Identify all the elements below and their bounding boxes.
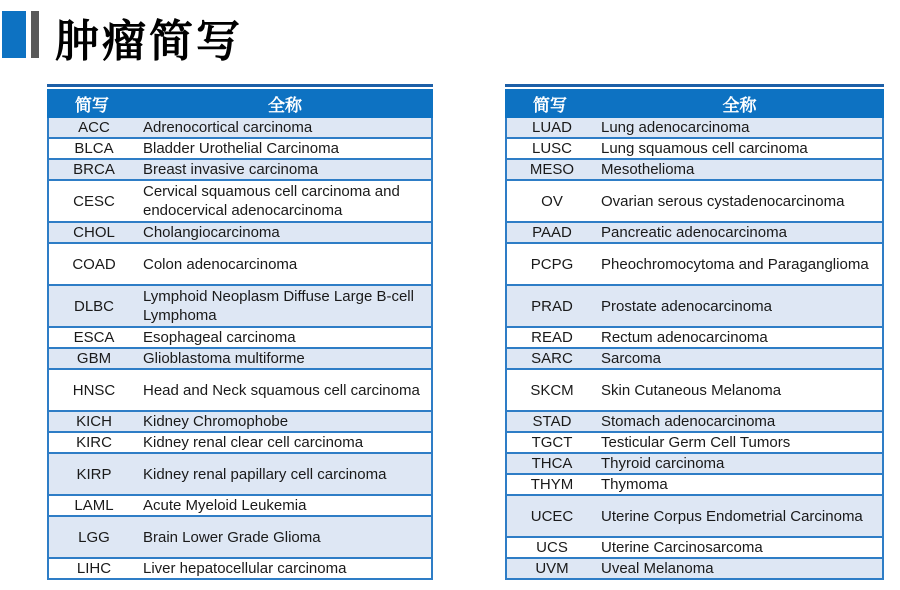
full-name-cell: Acute Myeloid Leukemia [143, 497, 307, 514]
full-name-cell: Adrenocortical carcinoma [143, 119, 313, 136]
full-name-cell: Brain Lower Grade Glioma [143, 528, 321, 546]
abbr-cell: LAML [74, 497, 114, 514]
tumor-abbreviation-table-left [47, 84, 433, 580]
abbr-cell: READ [531, 329, 573, 346]
full-name-cell: Stomach adenocarcinoma [601, 413, 776, 430]
table-row [49, 118, 431, 137]
abbr-cell: ACC [78, 119, 110, 136]
table-row [507, 326, 882, 347]
abbr-cell: COAD [72, 255, 116, 273]
table-row [49, 284, 431, 326]
abbr-cell: TGCT [531, 434, 573, 451]
abbr-cell: BLCA [74, 140, 114, 157]
abbr-cell: CESC [73, 192, 115, 210]
table-top-accent-line [505, 84, 884, 87]
table-row [49, 557, 431, 578]
full-name-cell: Glioblastoma multiforme [143, 350, 305, 367]
full-name-cell: Lung squamous cell carcinoma [601, 140, 808, 157]
table-row [507, 557, 882, 578]
header-fullname: 全称 [722, 96, 757, 115]
table-row [507, 158, 882, 179]
full-name-cell: Testicular Germ Cell Tumors [601, 434, 791, 451]
table-row [507, 473, 882, 494]
full-name-cell: Uterine Corpus Endometrial Carcinoma [601, 507, 863, 525]
full-name-cell: Kidney renal papillary cell carcinoma [143, 465, 387, 483]
table-row [49, 158, 431, 179]
table-row [49, 452, 431, 494]
abbr-cell: HNSC [72, 381, 116, 399]
abbr-cell: OV [541, 192, 563, 210]
table-row [507, 431, 882, 452]
abbr-cell: LUSC [531, 140, 572, 157]
full-name-cell: Sarcoma [601, 350, 662, 367]
full-name-cell: Colon adenocarcinoma [143, 255, 298, 273]
table-row [507, 179, 882, 221]
full-name-cell: Esophageal carcinoma [143, 329, 296, 346]
full-name-cell: Mesothelioma [601, 161, 695, 178]
abbr-cell: DLBC [73, 297, 114, 315]
abbr-cell: THCA [531, 455, 573, 472]
full-name-cell: Pheochromocytoma and Paraganglioma [601, 255, 869, 273]
table-row [507, 242, 882, 284]
header-fullname: 全称 [268, 96, 302, 115]
title-accent-square [2, 11, 26, 58]
table-row [507, 347, 882, 368]
abbr-cell: KICH [76, 413, 112, 430]
abbr-cell: KIRC [76, 434, 112, 451]
abbr-cell: BRCA [73, 161, 115, 178]
table-row [507, 284, 882, 326]
full-name-cell: Liver hepatocellular carcinoma [143, 560, 347, 577]
abbr-cell: LUAD [531, 119, 572, 136]
full-name-cell: Prostate adenocarcinoma [601, 297, 772, 315]
page-title: 肿瘤简写 [55, 17, 243, 66]
abbr-cell: CHOL [73, 224, 115, 241]
abbr-cell: PAAD [532, 224, 572, 241]
full-name-cell: Bladder Urothelial Carcinoma [143, 140, 339, 157]
full-name-cell: Uveal Melanoma [601, 560, 714, 577]
abbr-cell: UVM [535, 560, 569, 577]
table-header-row [505, 89, 884, 118]
full-name-cell: Rectum adenocarcinoma [601, 329, 768, 346]
table-row [49, 326, 431, 347]
table-row [49, 137, 431, 158]
full-name-cell: Head and Neck squamous cell carcinoma [143, 381, 420, 399]
table-body [505, 118, 884, 580]
abbr-cell: LGG [78, 528, 110, 546]
table-header-row [47, 89, 433, 118]
table-row [49, 515, 431, 557]
full-name-cell: Thymoma [601, 476, 668, 493]
full-name-cell: Skin Cutaneous Melanoma [601, 381, 782, 399]
full-name-cell: Cholangiocarcinoma [143, 224, 280, 241]
header-abbr: 简写 [75, 96, 109, 115]
full-name-cell: Ovarian serous cystadenocarcinoma [601, 192, 845, 210]
tumor-abbreviation-table-right [505, 84, 884, 580]
abbr-cell: SARC [531, 350, 573, 367]
table-row [49, 368, 431, 410]
abbr-cell: KIRP [76, 465, 112, 483]
abbr-cell: LIHC [76, 560, 112, 577]
abbr-cell: MESO [529, 161, 575, 178]
title-accent-bar [31, 11, 39, 58]
header-abbr: 简写 [533, 96, 567, 115]
abbr-cell: STAD [532, 413, 572, 430]
table-row [507, 137, 882, 158]
full-name-cell: Kidney renal clear cell carcinoma [143, 434, 364, 451]
abbr-cell: UCEC [530, 507, 574, 525]
table-top-accent-line [47, 84, 433, 87]
table-row [507, 536, 882, 557]
abbr-cell: SKCM [530, 381, 574, 399]
table-row [507, 494, 882, 536]
table-row [49, 347, 431, 368]
full-name-cell: Pancreatic adenocarcinoma [601, 224, 787, 241]
table-row [507, 410, 882, 431]
table-row [49, 494, 431, 515]
abbr-cell: THYM [530, 476, 574, 493]
full-name-cell: Cervical squamous cell carcinoma and endocervical adenocarcinoma [143, 183, 400, 219]
full-name-cell: Uterine Carcinosarcoma [601, 539, 763, 556]
table-row [49, 179, 431, 221]
table-row [507, 368, 882, 410]
full-name-cell: Lung adenocarcinoma [601, 119, 750, 136]
abbr-cell: PRAD [531, 297, 573, 315]
full-name-cell: Breast invasive carcinoma [143, 161, 319, 178]
table-body [47, 118, 433, 580]
abbr-cell: ESCA [73, 329, 115, 346]
full-name-cell: Lymphoid Neoplasm Diffuse Large B-cell Lymphoma [143, 288, 414, 324]
abbr-cell: GBM [76, 350, 112, 367]
table-row [507, 221, 882, 242]
table-row [507, 118, 882, 137]
table-row [49, 221, 431, 242]
abbr-cell: PCPG [530, 255, 574, 273]
table-row [49, 242, 431, 284]
table-row [49, 431, 431, 452]
table-row [507, 452, 882, 473]
full-name-cell: Thyroid carcinoma [601, 455, 725, 472]
abbr-cell: UCS [536, 539, 568, 556]
table-row [49, 410, 431, 431]
full-name-cell: Kidney Chromophobe [143, 413, 289, 430]
